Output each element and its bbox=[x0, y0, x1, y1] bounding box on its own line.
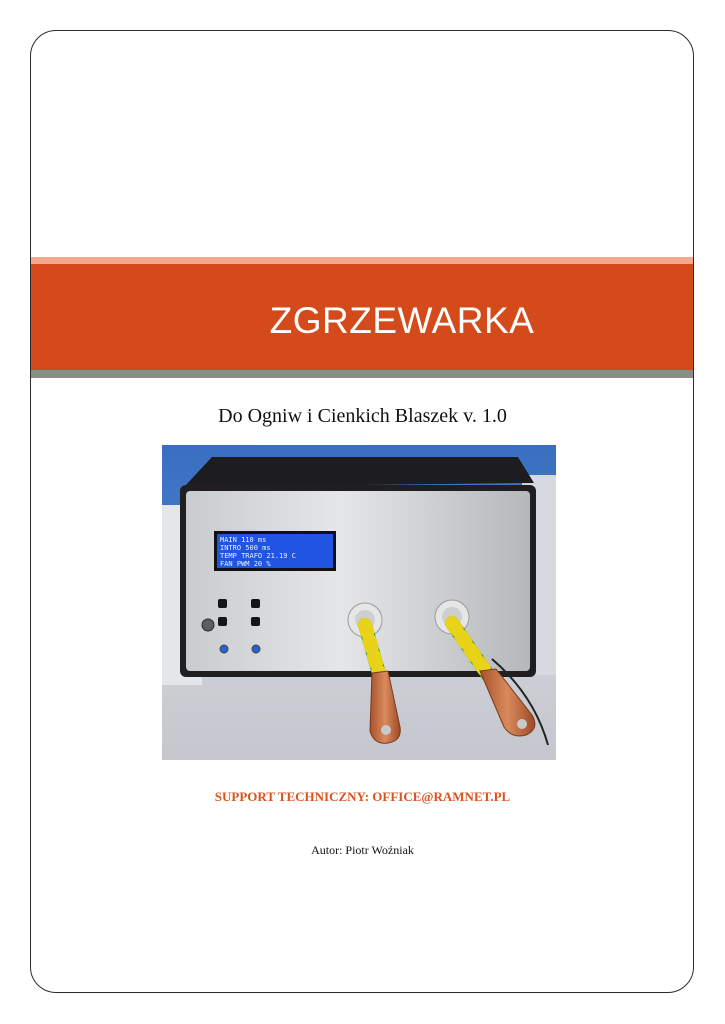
document-title: ZGRZEWARKA bbox=[269, 300, 535, 341]
lcd-line-1: MAIN 110 ms bbox=[220, 536, 267, 544]
title-band-bottom-stripe bbox=[31, 370, 693, 378]
lcd-line-4: FAN PWM 20 % bbox=[220, 560, 271, 568]
front-panel bbox=[186, 491, 530, 671]
button-4 bbox=[251, 617, 260, 626]
support-contact: SUPPORT TECHNICZNY: OFFICE@RAMNET.PL bbox=[214, 789, 511, 804]
lcd-line-3: TEMP TRAFO 21.19 C bbox=[220, 552, 296, 560]
led-left bbox=[220, 645, 228, 653]
button-2 bbox=[251, 599, 260, 608]
title-band-top-stripe bbox=[31, 257, 693, 264]
button-3 bbox=[218, 617, 227, 626]
title-band bbox=[31, 264, 693, 370]
button-1 bbox=[218, 599, 227, 608]
led-right bbox=[252, 645, 260, 653]
power-switch bbox=[202, 619, 214, 631]
document-subtitle: Do Ogniw i Cienkich Blaszek v. 1.0 bbox=[218, 405, 507, 427]
lcd-line-2: INTRO 500 ms bbox=[220, 544, 271, 552]
device-photo bbox=[162, 445, 556, 760]
author-line: Autor: Piotr Woźniak bbox=[311, 843, 414, 857]
housing-top bbox=[184, 457, 534, 487]
